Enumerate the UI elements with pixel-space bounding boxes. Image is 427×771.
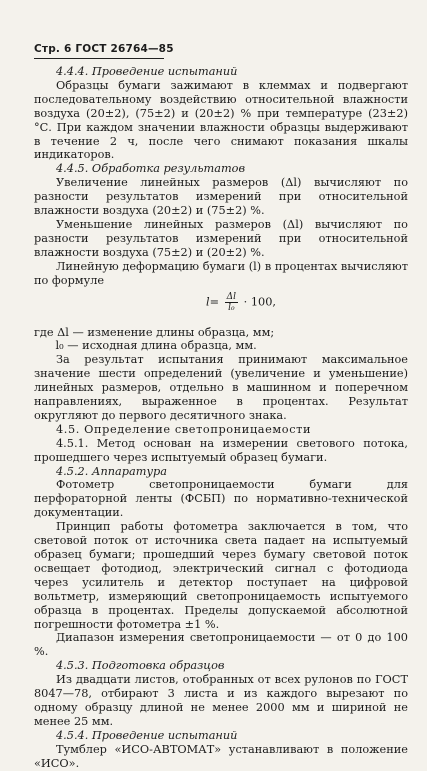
paragraph: Увеличение линейных размеров (Δl) вычисляют по разности результатов измерений при относительной влажности воздуха (20±2) и (75±2) %. [34,176,408,218]
paragraph: Из двадцати листов, отобранных от всех рулонов по ГОСТ 8047—78, отбирают 3 листа и из каждого вырезают по одному образцу длиной не менее 2000 мм и шириной не менее 25 мм. [34,673,408,728]
page-header-text: Стр. 6 ГОСТ 26764—85 [34,43,174,55]
deformation-formula [34,292,408,320]
paragraph: Тумблер «ИСО-АВТОМАТ» устанавливают в положение «ИСО». [34,742,408,770]
paragraph: 4.5.1. Метод основан на измерении светового потока, прошедшего через испытуемый образец бумаги. [34,436,408,464]
formula-denominator: l₀ [228,302,235,313]
formula-lhs: l= [205,295,220,308]
paragraph: Фотометр светопроницаемости бумаги для перфораторной ленты (ФСБП) по нормативно-технической документации. [34,478,408,520]
formula-fraction [225,292,238,313]
definition-line: l₀ — исходная длина образца, мм. [34,339,257,353]
body-part-1 [34,65,408,288]
formula-rest: · 100, [243,295,276,308]
body-part-2 [34,353,408,770]
paragraph: За результат испытания принимают максимальное значение шести определений (увеличение и уменьшение) линейных размеров, отдельно в машинном и поперечном направлениях, выраженное в процентах. Результат округляют до первого десятичного знака. [34,353,408,422]
formula-definitions [34,326,408,354]
section-subheading: 4.5.4. Проведение испытаний [56,728,238,742]
paragraph: Образцы бумаги зажимают в клеммах и подвергают последовательному воздействию относительной влажности воздуха (20±2), (75±2) и (20±2) % при температуре (23±2) °С. При каждом значении влажности образцы выдерживают в течение 2 ч, после чего снимают показания шкалы индикаторов. [34,78,408,162]
section-subheading: 4.5.2. Аппаратура [56,464,167,478]
paragraph: Уменьшение линейных размеров (Δl) вычисляют по разности результатов измерений при относительной влажности воздуха (75±2) и (20±2) %. [34,217,408,259]
document-body [34,65,408,771]
paragraph: Диапазон измерения светопроницаемости — от 0 до 100 %. [34,631,408,659]
definition-line: где Δl — изменение длины образца, мм; [34,325,275,339]
section-subheading: 4.4.4. Проведение испытаний [56,65,238,78]
section-heading: 4.5. Определение светопроницаемости [56,422,312,436]
section-subheading: 4.4.5. Обработка результатов [56,162,246,176]
formula-numerator: Δl [226,291,237,302]
paragraph: Линейную деформацию бумаги (l) в процентах вычисляют по формуле [34,259,408,287]
paragraph: Принцип работы фотометра заключается в том, что световой поток от источника света падает на испытуемый образец бумаги; прошедший через бумагу световой поток освещает фотодиод, электрический сигнал с фотодиода через усилитель и детектор поступает на цифровой вольтметр, измеряющий светопроницаемость испытуемого образца в процентах. Пределы допускаемой абсолютной погрешности фотометра ±1 %. [34,520,408,631]
header-rule [34,58,164,59]
section-subheading: 4.5.3. Подготовка образцов [56,659,225,673]
page-header [34,43,174,59]
